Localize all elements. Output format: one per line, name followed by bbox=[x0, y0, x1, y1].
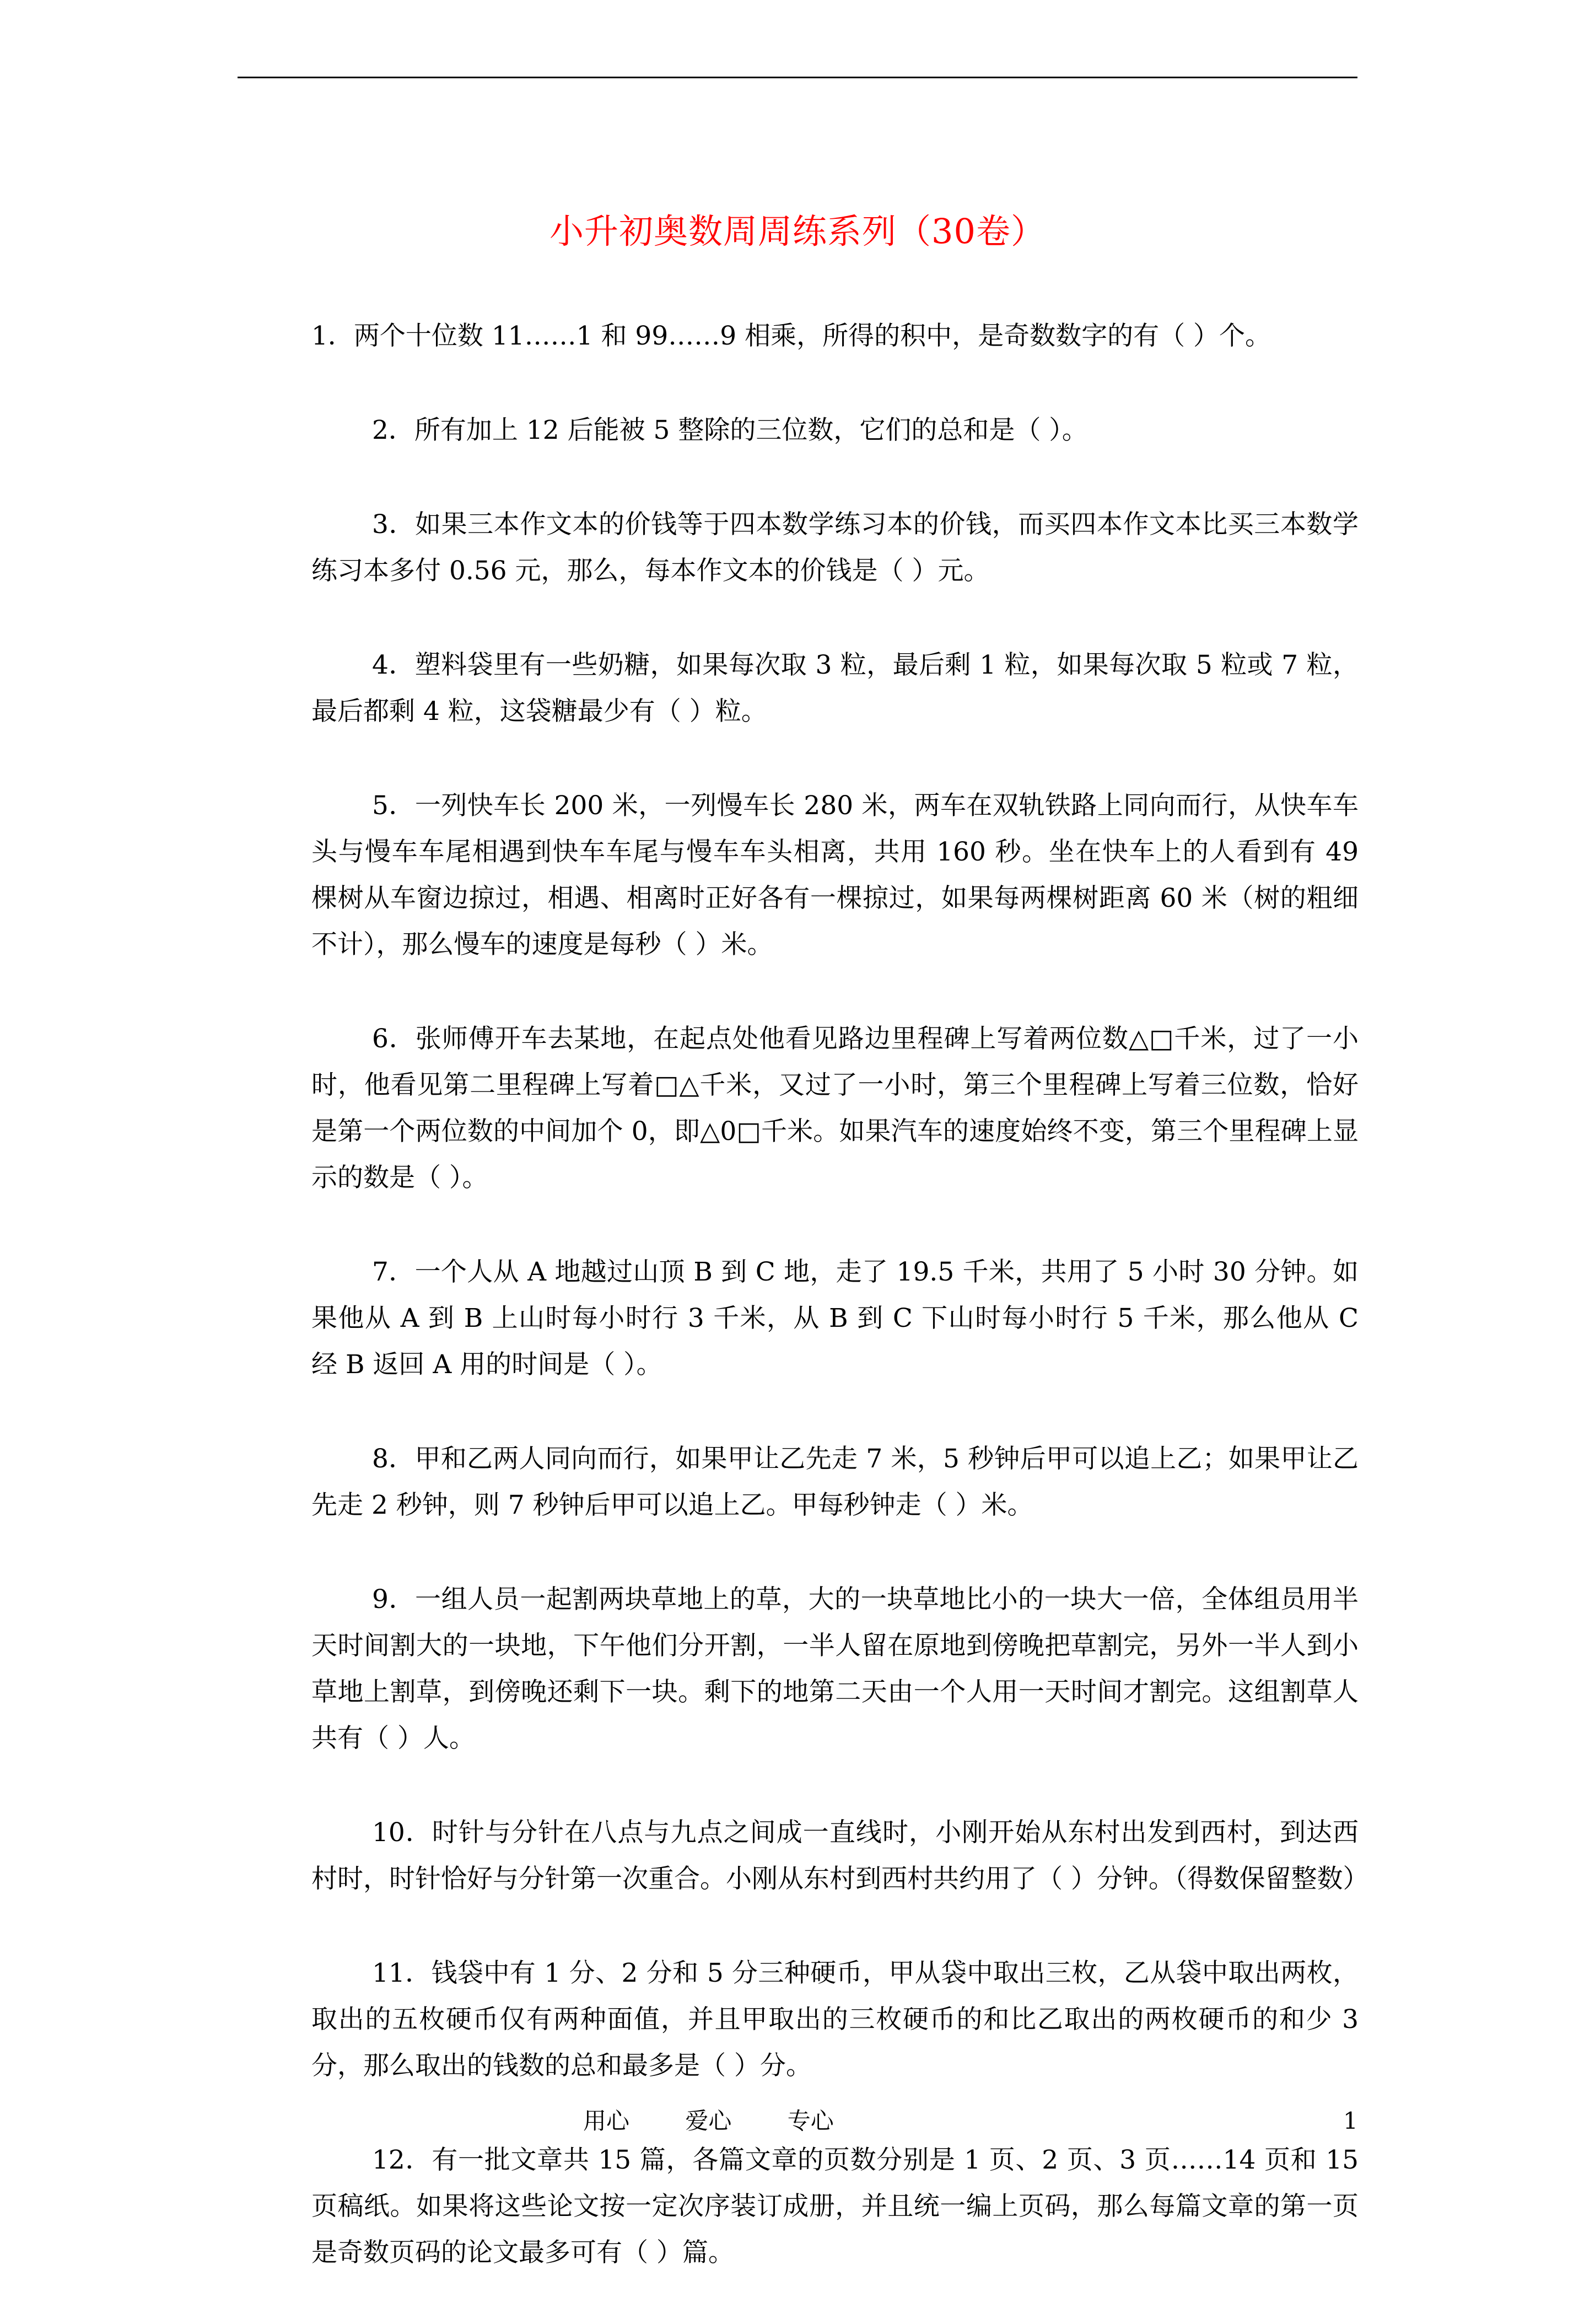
question-6: 6．张师傅开车去某地，在起点处他看见路边里程碑上写着两位数△□千米，过了一小时，他看见第二里程碑上写着□△千米，又过了一小时，第三个里程碑上写着三位数，恰好是第一个两位数的中间加个 0，即△0□千米。如果汽车的速度始终不变，第三个里程碑上显示的数是（ ）。 bbox=[311, 1024, 1359, 1193]
question-4: 4．塑料袋里有一些奶糖，如果每次取 3 粒，最后剩 1 粒，如果每次取 5 粒或 7 粒，最后都剩 4 粒，这袋糖最少有（ ）粒。 bbox=[311, 650, 1359, 727]
footer-mottos bbox=[583, 2105, 882, 2138]
question-5: 5．一列快车长 200 米，一列慢车长 280 米，两车在双轨铁路上同向而行，从快车车头与慢车车尾相遇到快车车尾与慢车车头相离，共用 160 秒。坐在快车上的人看到有 49 棵树从车窗边掠过，相遇、相离时正好各有一棵掠过，如果每两棵树距离 60 米（树的粗细不计），那么慢车的速度是每秒（ ）米。 bbox=[311, 790, 1359, 960]
question-7: 7．一个人从 A 地越过山顶 B 到 C 地，走了 19.5 千米，共用了 5 小时 30 分钟。如果他从 A 到 B 上山时每小时行 3 千米，从 B 到 C 下山时每小时行 5 千米，那么他从 C 经 B 返回 A 用的时间是（ ）。 bbox=[311, 1257, 1359, 1380]
page-number: 1 bbox=[1343, 2107, 1358, 2134]
footer-motto-1: 用心 bbox=[583, 2107, 630, 2134]
footer-motto-3: 专心 bbox=[787, 2107, 834, 2134]
question-1: 1．两个十位数 11……1 和 99……9 相乘，所得的积中，是奇数数字的有（ ）个。 bbox=[311, 321, 1271, 351]
question-10: 10．时针与分针在八点与九点之间成一直线时，小刚开始从东村出发到西村，到达西村时，时针恰好与分针第一次重合。小刚从东村到西村共约用了（ ）分钟。（得数保留整数） bbox=[311, 1817, 1369, 1894]
document-title: 小升初奥数周周练系列（30卷） bbox=[549, 211, 1046, 251]
question-2: 2．所有加上 12 后能被 5 整除的三位数，它们的总和是（ ）。 bbox=[372, 415, 1088, 445]
footer-motto-2: 爱心 bbox=[685, 2107, 732, 2134]
question-12: 12．有一批文章共 15 篇，各篇文章的页数分别是 1 页、2 页、3 页……14 页和 15 页稿纸。如果将这些论文按一定次序装订成册，并且统一编上页码，那么每篇文章的第一页是奇数页码的论文最多可有（ ）篇。 bbox=[311, 2145, 1359, 2268]
header-rule bbox=[238, 77, 1357, 78]
question-list bbox=[311, 313, 1369, 2324]
question-11: 11．钱袋中有 1 分、2 分和 5 分三种硬币，甲从袋中取出三枚，乙从袋中取出两枚，取出的五枚硬币仅有两种面值，并且甲取出的三枚硬币的和比乙取出的两枚硬币的和少 3 分，那么取出的钱数的总和最多是（ ）分。 bbox=[311, 1958, 1359, 2081]
question-8: 8．甲和乙两人同向而行，如果甲让乙先走 7 米，5 秒钟后甲可以追上乙；如果甲让乙先走 2 秒钟，则 7 秒钟后甲可以追上乙。甲每秒钟走（ ）米。 bbox=[311, 1444, 1359, 1520]
question-9: 9．一组人员一起割两块草地上的草，大的一块草地比小的一块大一倍，全体组员用半天时间割大的一块地，下午他们分开割，一半人留在原地到傍晚把草割完，另外一半人到小草地上割草，到傍晚还剩下一块。剩下的地第二天由一个人用一天时间才割完。这组割草人共有（ ）人。 bbox=[311, 1584, 1359, 1753]
question-3: 3．如果三本作文本的价钱等于四本数学练习本的价钱，而买四本作文本比买三本数学练习本多付 0.56 元，那么，每本作文本的价钱是（ ）元。 bbox=[311, 509, 1359, 586]
